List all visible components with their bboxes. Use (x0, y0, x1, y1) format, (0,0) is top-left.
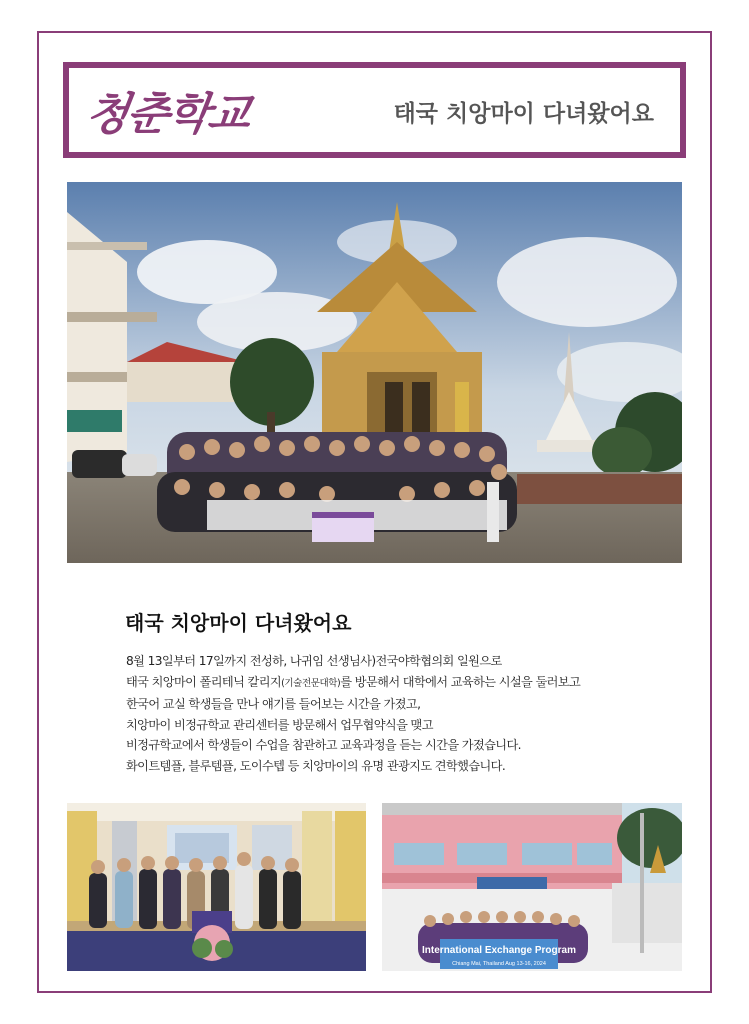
article-line: 비정규학교에서 학생들이 수업을 참관하고 교육과정을 듣는 시간을 가졌습니다. (126, 738, 521, 752)
article-line: 8월 13일부터 17일까지 전성하, 나귀임 선생님사)전국야학협의회 일원으로 (126, 654, 502, 668)
article-line (126, 672, 686, 695)
banner-subtitle: Chiang Mai, Thailand Aug 13-16, 2024 (452, 961, 546, 967)
brand-logo: 청춘학교 (82, 89, 252, 140)
main-photo-temple-group (67, 182, 682, 563)
photo-exchange-program (382, 803, 682, 971)
article-line: 화이트템플, 블루템플, 도이수텝 등 치앙마이의 유명 관광지도 견학했습니다. (126, 758, 506, 773)
article-body (126, 651, 686, 776)
photo-ceremony (67, 803, 366, 971)
article-note: (기술전문대학) (281, 677, 341, 689)
article-line: 치앙마이 비정규학교 관리센터를 방문해서 업무협약식을 맺고 (126, 717, 433, 732)
header-banner (63, 62, 686, 158)
header-title: 태국 치앙마이 다녀왔어요 (393, 101, 654, 127)
banner-title: International Exchange Program (422, 945, 576, 956)
article-title: 태국 치앙마이 다녀왔어요 (125, 611, 352, 635)
article-text: 태국 치앙마이 폴리테닉 칼리지 (126, 674, 282, 689)
article-text: 를 방문해서 대학에서 교육하는 시설을 둘러보고 (340, 674, 581, 689)
article-line: 한국어 교실 학생들을 만나 얘기를 들어보는 시간을 가졌고, (126, 697, 421, 711)
